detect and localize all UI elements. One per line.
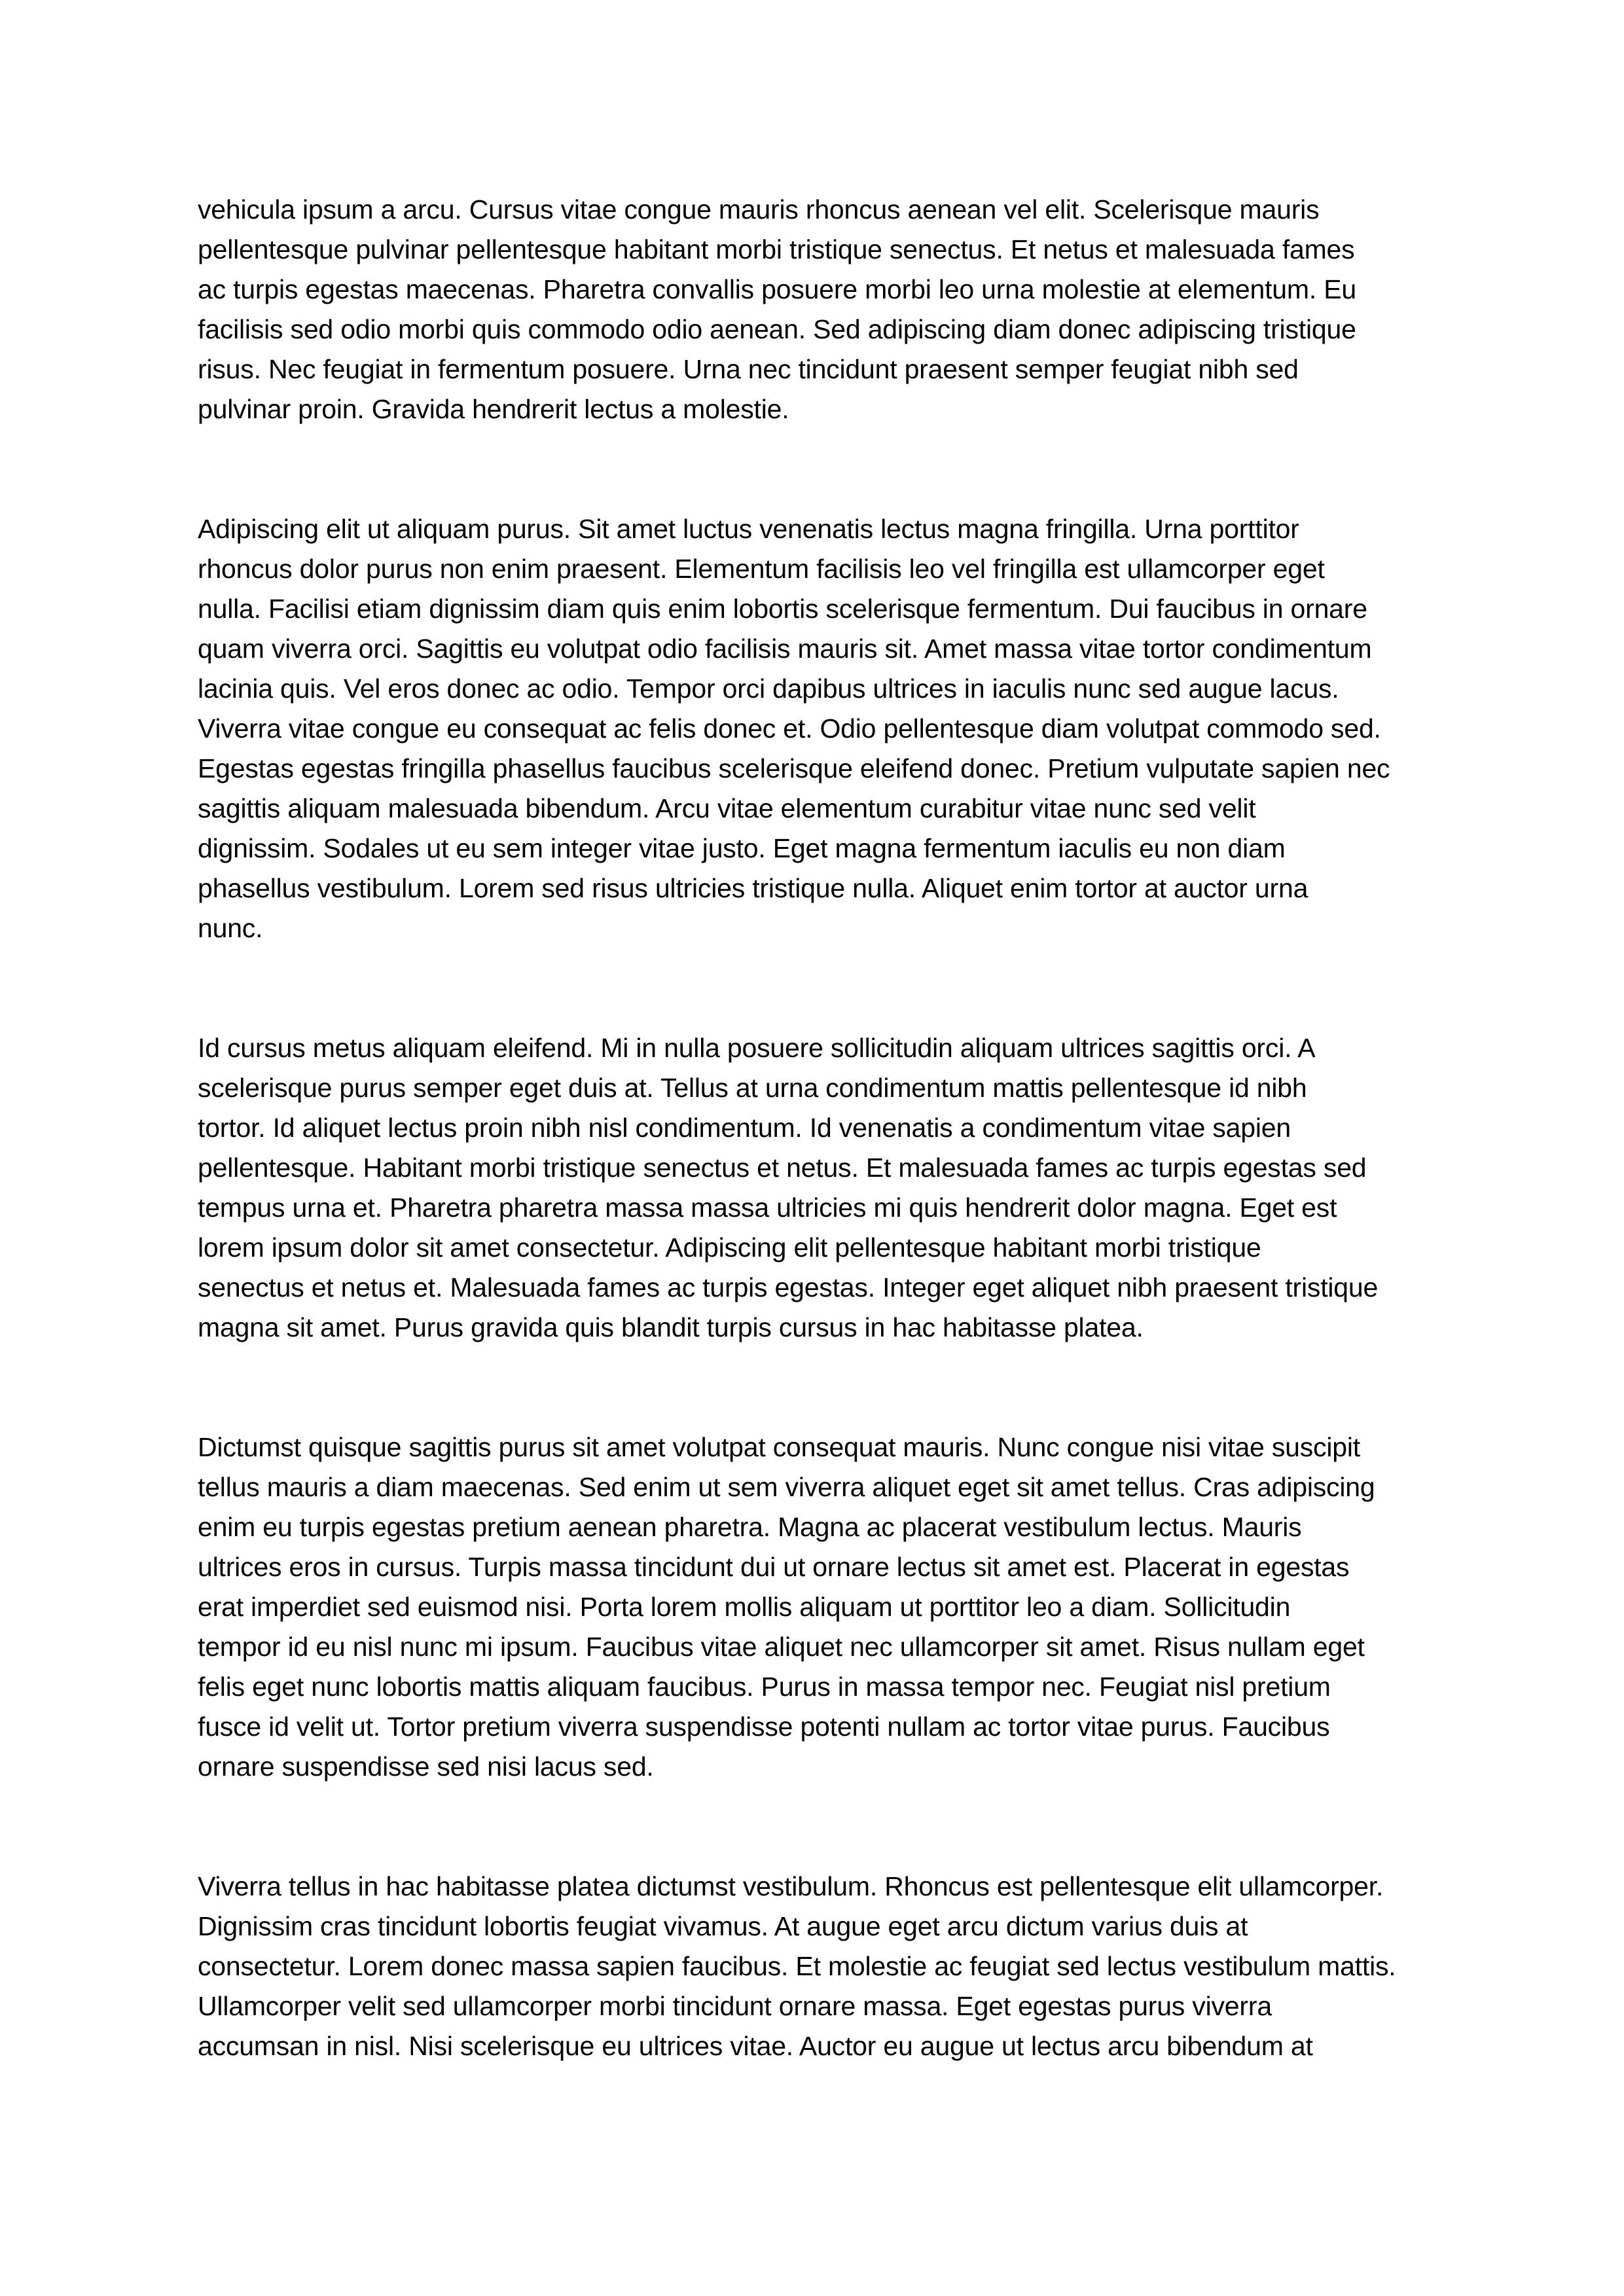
- text-line: phasellus vestibulum. Lorem sed risus ultricies tristique nulla. Aliquet enim tortor at auctor urna: [198, 873, 1308, 903]
- text-line: lorem ipsum dolor sit amet consectetur. Adipiscing elit pellentesque habitant morbi tristique: [198, 1232, 1261, 1263]
- text-line: pulvinar proin. Gravida hendrerit lectus a molestie.: [198, 394, 789, 424]
- text-line: enim eu turpis egestas pretium aenean pharetra. Magna ac placerat vestibulum lectus. Mauris: [198, 1512, 1302, 1542]
- text-line: ornare suspendisse sed nisi lacus sed.: [198, 1751, 654, 1782]
- text-line: erat imperdiet sed euismod nisi. Porta lorem mollis aliquam ut porttitor leo a diam. Sollicitudin: [198, 1592, 1291, 1622]
- text-line: nulla. Facilisi etiam dignissim diam quis enim lobortis scelerisque fermentum. Dui faucibus in ornare: [198, 594, 1367, 624]
- text-line: pellentesque pulvinar pellentesque habitant morbi tristique senectus. Et netus et malesuada fames: [198, 234, 1355, 264]
- text-line: felis eget nunc lobortis mattis aliquam faucibus. Purus in massa tempor nec. Feugiat nisl pretium: [198, 1672, 1331, 1702]
- text-line: Dictumst quisque sagittis purus sit amet volutpat consequat mauris. Nunc congue nisi vitae suscipit: [198, 1432, 1360, 1462]
- document-body: [198, 190, 1441, 2146]
- paragraph-5: [198, 1867, 1441, 2066]
- text-line: fusce id velit ut. Tortor pretium viverra suspendisse potenti nullam ac tortor vitae purus. Faucibus: [198, 1712, 1330, 1742]
- text-line: Viverra vitae congue eu consequat ac felis donec et. Odio pellentesque diam volutpat commodo sed.: [198, 713, 1381, 744]
- text-line: scelerisque purus semper eget duis at. Tellus at urna condimentum mattis pellentesque id nibh: [198, 1073, 1307, 1103]
- text-line: pellentesque. Habitant morbi tristique senectus et netus. Et malesuada fames ac turpis egestas sed: [198, 1153, 1367, 1183]
- text-line: ac turpis egestas maecenas. Pharetra convallis posuere morbi leo urna molestie at elementum. Eu: [198, 274, 1356, 304]
- text-line: consectetur. Lorem donec massa sapien faucibus. Et molestie ac feugiat sed lectus vestibulum mattis.: [198, 1951, 1396, 1981]
- text-line: rhoncus dolor purus non enim praesent. Elementum facilisis leo vel fringilla est ullamcorper eget: [198, 554, 1325, 584]
- text-line: Adipiscing elit ut aliquam purus. Sit amet luctus venenatis lectus magna fringilla. Urna porttitor: [198, 514, 1299, 544]
- text-line: Ullamcorper velit sed ullamcorper morbi tincidunt ornare massa. Eget egestas purus viverra: [198, 1991, 1272, 2021]
- text-line: sagittis aliquam malesuada bibendum. Arcu vitae elementum curabitur vitae nunc sed velit: [198, 793, 1256, 823]
- text-line: nunc.: [198, 913, 263, 943]
- text-line: magna sit amet. Purus gravida quis blandit turpis cursus in hac habitasse platea.: [198, 1312, 1144, 1342]
- text-line: accumsan in nisl. Nisi scelerisque eu ultrices vitae. Auctor eu augue ut lectus arcu bibendum at: [198, 2031, 1313, 2061]
- text-line: ultrices eros in cursus. Turpis massa tincidunt dui ut ornare lectus sit amet est. Placerat in egestas: [198, 1552, 1350, 1582]
- text-line: Dignissim cras tincidunt lobortis feugiat vivamus. At augue eget arcu dictum varius duis at: [198, 1911, 1248, 1941]
- paragraph-3: [198, 1028, 1441, 1348]
- text-line: lacinia quis. Vel eros donec ac odio. Tempor orci dapibus ultrices in iaculis nunc sed augue lacus.: [198, 673, 1339, 704]
- text-line: Egestas egestas fringilla phasellus faucibus scelerisque eleifend donec. Pretium vulputate sapien nec: [198, 753, 1390, 783]
- paragraph-2: [198, 509, 1441, 948]
- text-line: Id cursus metus aliquam eleifend. Mi in nulla posuere sollicitudin aliquam ultrices sagittis orci. A: [198, 1033, 1316, 1063]
- text-line: senectus et netus et. Malesuada fames ac turpis egestas. Integer eget aliquet nibh praesent tristique: [198, 1272, 1379, 1302]
- text-line: risus. Nec feugiat in fermentum posuere. Urna nec tincidunt praesent semper feugiat nibh sed: [198, 354, 1299, 384]
- text-line: vehicula ipsum a arcu. Cursus vitae congue mauris rhoncus aenean vel elit. Scelerisque mauris: [198, 194, 1320, 224]
- paragraph-1: [198, 190, 1441, 429]
- text-line: tempus urna et. Pharetra pharetra massa massa ultricies mi quis hendrerit dolor magna. Eget est: [198, 1193, 1337, 1223]
- text-line: tempor id eu nisl nunc mi ipsum. Faucibus vitae aliquet nec ullamcorper sit amet. Risus nullam eget: [198, 1632, 1365, 1662]
- text-line: dignissim. Sodales ut eu sem integer vitae justo. Eget magna fermentum iaculis eu non diam: [198, 833, 1286, 863]
- text-line: tellus mauris a diam maecenas. Sed enim ut sem viverra aliquet eget sit amet tellus. Cras adipiscing: [198, 1472, 1375, 1502]
- text-line: quam viverra orci. Sagittis eu volutpat odio facilisis mauris sit. Amet massa vitae tortor condimentum: [198, 634, 1372, 664]
- text-line: facilisis sed odio morbi quis commodo odio aenean. Sed adipiscing diam donec adipiscing tristique: [198, 314, 1356, 344]
- text-line: tortor. Id aliquet lectus proin nibh nisl condimentum. Id venenatis a condimentum vitae sapien: [198, 1113, 1291, 1143]
- paragraph-4: [198, 1427, 1441, 1787]
- text-line: Viverra tellus in hac habitasse platea dictumst vestibulum. Rhoncus est pellentesque elit ullamcorper.: [198, 1871, 1384, 1901]
